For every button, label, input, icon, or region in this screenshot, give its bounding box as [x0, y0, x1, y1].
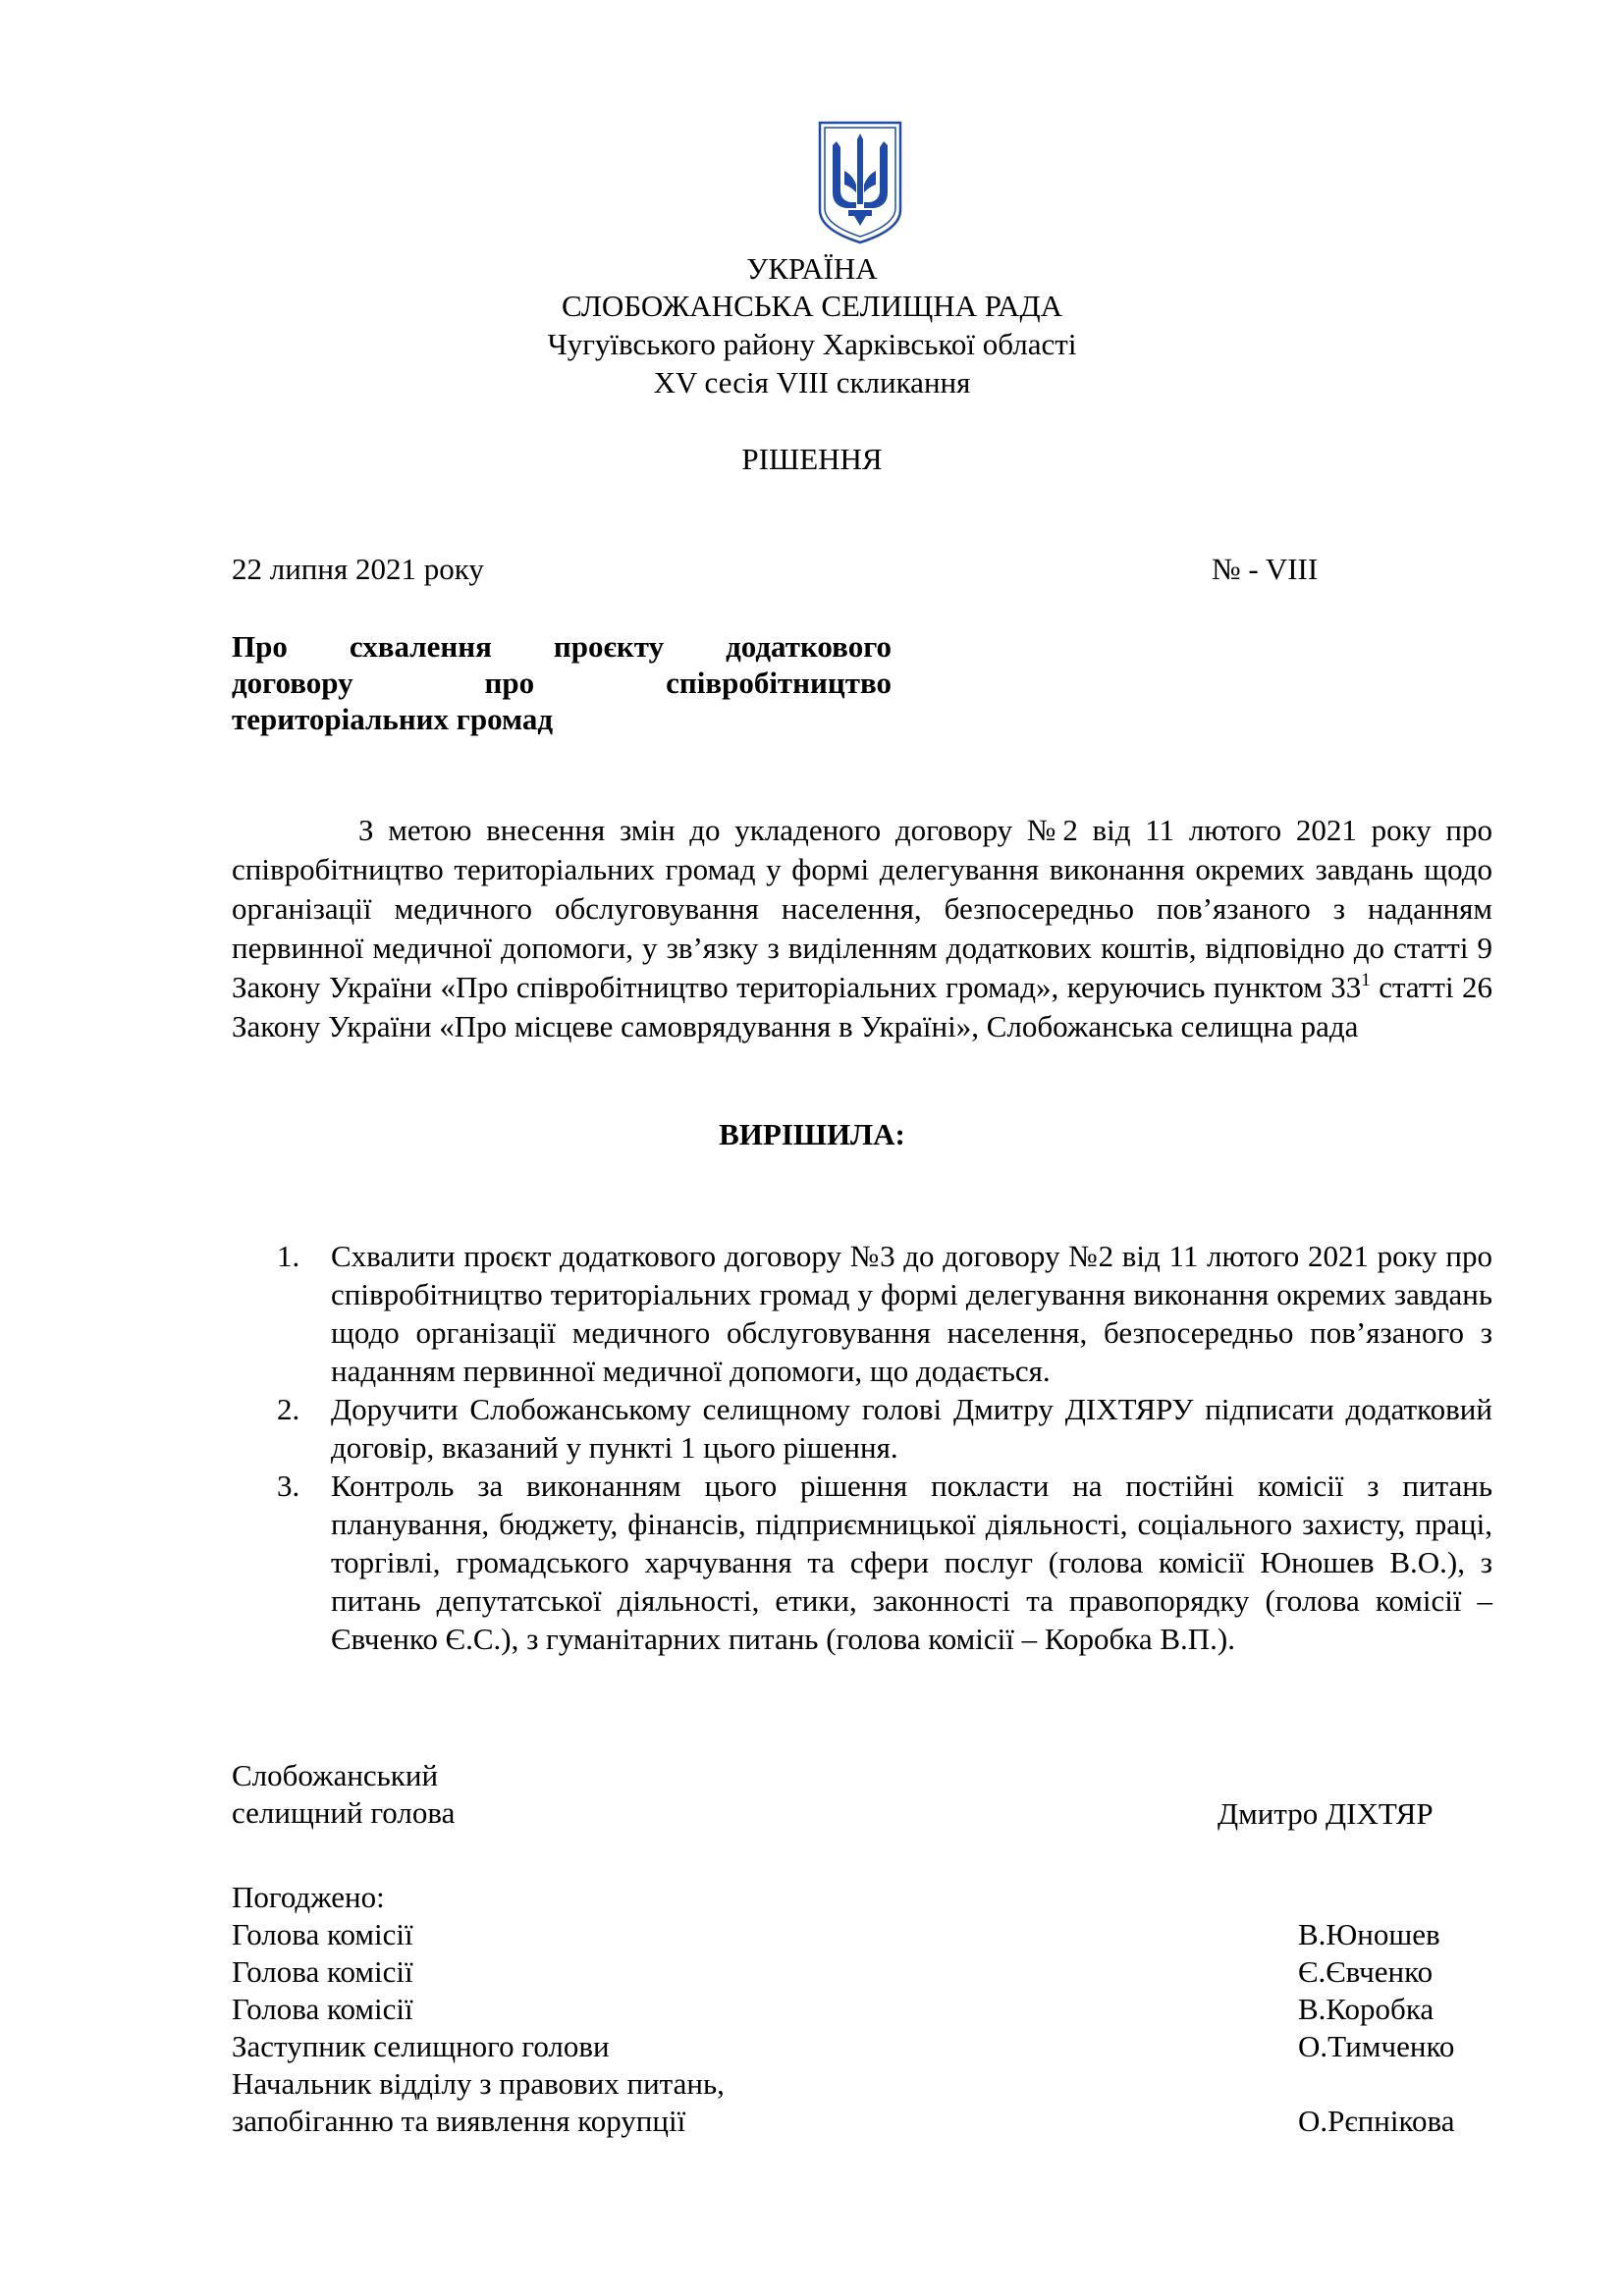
approval-row — [232, 1953, 1492, 1991]
approvals-label-row — [232, 1879, 1492, 1916]
decision-item-number: 2. — [277, 1392, 300, 1426]
document-type: РІШЕННЯ — [741, 442, 883, 476]
district-name: Чугуївського району Харківської області — [547, 327, 1077, 361]
title-line-3: територіальних громад — [232, 702, 554, 736]
approval-role: Голова комісії — [232, 1954, 413, 1989]
approval-row — [232, 2103, 1492, 2140]
title-line-2: договору про співробітництво — [232, 666, 892, 700]
council-name: СЛОБОЖАНСЬКА СЕЛИЩНА РАДА — [562, 289, 1062, 323]
approval-name: В.Коробка — [1298, 1992, 1435, 2026]
decision-item-text: Контроль за виконанням цього рішення покласти на постійні комісії з питань планування, бюджету, фінансів, підприємницької діяльності, соціального захисту, праці, торгівлі, громадського харчування та сфери послуг (голова комісії Юношев В.О.), з питань депутатської діяльності, етики, законності та правопорядку (голова комісії – Євченко Є.С.), з гуманітарних питань (голова комісії – Коробка В.П.). — [331, 1468, 1492, 1656]
decision-title — [232, 628, 892, 737]
signatory-role — [232, 1757, 455, 1832]
approval-name: О.Рєпнікова — [1298, 2104, 1455, 2138]
approval-name: Є.Євченко — [1298, 1954, 1434, 1989]
decision-item-number: 3. — [277, 1468, 300, 1503]
approval-row — [232, 2028, 1492, 2065]
approval-role: Голова комісії — [232, 1917, 413, 1951]
approval-role: Заступник селищного голови — [232, 2029, 610, 2063]
decided-heading: ВИРІШИЛА: — [719, 1117, 905, 1151]
approval-row — [232, 1991, 1492, 2028]
preamble-superscript: 1 — [1361, 970, 1371, 990]
preamble-part-2: статті 26 Закону України «Про місцеве самоврядування в Україні», Слобожанська селищна рада — [232, 970, 1492, 1043]
signatory-role-line-2: селищний голова — [232, 1795, 456, 1830]
decision-item-2 — [277, 1390, 1492, 1467]
approval-name: О.Тимченко — [1298, 2029, 1455, 2063]
decision-item-1 — [277, 1237, 1492, 1390]
coat-of-arms-trident-icon — [817, 120, 903, 245]
decision-item-text: Доручити Слобожанському селищному голові Дмитру ДІХТЯРУ підписати додатковий договір, вказаний у пункті 1 цього рішення. — [331, 1392, 1492, 1465]
signatory-name: Дмитро ДІХТЯР — [1218, 1796, 1434, 1831]
signatory-role-line-1: Слобожанський — [232, 1758, 439, 1792]
approval-name: В.Юношев — [1298, 1917, 1440, 1951]
decision-item-number: 1. — [277, 1239, 300, 1273]
title-line-1: Про схвалення проєкту додаткового — [232, 629, 892, 664]
session-name: XV сесія VIII скликання — [653, 365, 971, 400]
approval-row — [232, 1916, 1492, 1953]
preamble — [232, 811, 1492, 1046]
preamble-part-1: З метою внесення змін до укладеного договору №2 від 11 лютого 2021 року про співробітництво територіальних громад у формі делегування виконання окремих завдань щодо організації медичного обслуговування населення, безпосередньо пов’язаного з наданням первинної медичної допомоги, у зв’язку з виділенням додаткових коштів, відповідно до статті 9 Закону України «Про співробітництво територіальних громад», керуючись пунктом 33 — [232, 813, 1492, 1004]
decision-date: 22 липня 2021 року — [232, 552, 484, 586]
decision-number: № - VIII — [1212, 552, 1319, 586]
approval-role: Начальник відділу з правових питань, — [232, 2066, 725, 2101]
approvals-label: Погоджено: — [232, 1880, 385, 1914]
country-name: УКРАЇНА — [746, 251, 878, 286]
decision-item-3 — [277, 1467, 1492, 1658]
approval-role: Голова комісії — [232, 1992, 413, 2026]
approvals-block — [232, 1879, 1492, 2140]
approval-role: запобіганню та виявлення корупції — [232, 2104, 686, 2138]
decision-list — [277, 1237, 1492, 1658]
decision-item-text: Схвалити проєкт додаткового договору №3 до договору №2 від 11 лютого 2021 року про співробітництво територіальних громад у формі делегування виконання окремих завдань щодо організації медичного обслуговування населення, безпосередньо пов’язаного з наданням первинної медичної допомоги, що додається. — [331, 1239, 1492, 1388]
approval-row — [232, 2065, 1492, 2103]
